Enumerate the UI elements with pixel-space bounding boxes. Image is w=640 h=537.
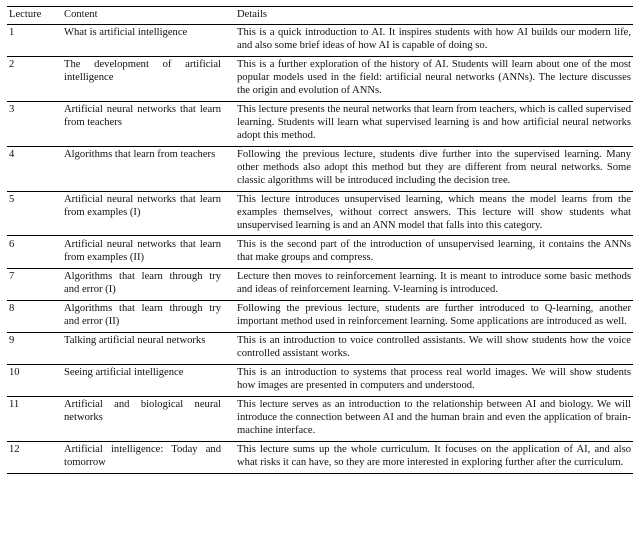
content-cell: Artificial and biological neural networks — [64, 399, 221, 424]
table-row — [7, 332, 633, 364]
table-row — [7, 300, 633, 332]
header-lecture: Lecture — [9, 9, 42, 20]
table-row — [7, 191, 633, 236]
header-row — [7, 7, 633, 25]
lecture-cell: 5 — [9, 194, 15, 206]
lecture-cell: 8 — [9, 303, 15, 315]
table-row — [7, 364, 633, 396]
details-cell: This lecture introduces unsupervised learning, which means the model learns from the examples themselves, without correct answers. This lecture will show students what unsupervised learning is and an ANN model that falls into this category. — [237, 194, 631, 231]
details-cell: This lecture serves as an introduction to the relationship between AI and biology. We will introduce the connection between AI and the human brain and even the application of brain-machine interface. — [237, 399, 631, 437]
content-cell: Artificial neural networks that learn from examples (I) — [64, 194, 221, 218]
lecture-cell: 10 — [9, 367, 20, 379]
header-content: Content — [64, 9, 98, 20]
content-cell: Artificial neural networks that learn from teachers — [64, 104, 221, 129]
content-cell: Algorithms that learn through try and error (II) — [64, 303, 221, 327]
lecture-cell: 3 — [9, 104, 15, 116]
table-header — [7, 7, 633, 25]
content-cell: Algorithms that learn from teachers — [64, 149, 216, 161]
lecture-cell: 4 — [9, 149, 15, 161]
header-details: Details — [237, 9, 268, 20]
table-row — [7, 24, 633, 56]
content-cell: Talking artificial neural networks — [64, 335, 206, 347]
details-cell: This is an introduction to voice controlled assistants. We will show students how the voice controlled assistant works. — [237, 335, 631, 360]
details-cell: Lecture then moves to reinforcement learning. It is meant to introduce some basic methods and ideas of reinforcement learning. V-learning is introduced. — [237, 271, 631, 295]
details-cell: Following the previous lecture, students are further introduced to Q-learning, another important method used in reinforcement learning. Some applications are introduced as well. — [237, 303, 631, 327]
table-body — [7, 24, 633, 473]
lecture-cell: 2 — [9, 59, 15, 71]
table-row — [7, 236, 633, 268]
details-cell: This is a quick introduction to AI. It inspires students with how AI builds our modern life, and also some brief ideas of how AI is capable of doing so. — [237, 27, 631, 52]
details-cell: This is the second part of the introduction of unsupervised learning, it contains the ANNs that make groups and compress. — [237, 238, 631, 263]
content-cell: Algorithms that learn through try and error (I) — [64, 271, 221, 295]
lecture-cell: 1 — [9, 27, 15, 39]
lecture-cell: 12 — [9, 444, 20, 456]
details-cell: This is an introduction to systems that process real world images. We will show students how images are presented in computers and understood. — [237, 367, 631, 392]
content-cell: What is artificial intelligence — [64, 27, 188, 39]
lecture-cell: 11 — [9, 399, 20, 411]
table-row — [7, 268, 633, 300]
lecture-cell: 9 — [9, 335, 15, 347]
lecture-cell: 7 — [9, 271, 15, 283]
details-cell: Following the previous lecture, students dive further into the supervised learning. Many other methods also adopt this method but they are different from neural networks. Some classic algorithms will be introduced including the decision tree. — [237, 149, 631, 186]
curriculum-table — [7, 6, 633, 474]
table-row — [7, 146, 633, 191]
lecture-cell: 6 — [9, 238, 15, 250]
content-cell: Artificial intelligence: Today and tomorrow — [64, 444, 221, 469]
table-row — [7, 56, 633, 101]
table-row — [7, 396, 633, 441]
content-cell: Artificial neural networks that learn from examples (II) — [64, 238, 221, 263]
content-cell: The development of artificial intelligence — [64, 59, 221, 84]
details-cell: This is a further exploration of the history of AI. Students will learn about one of the most popular models used in the field: artificial neural networks (ANNs). The lecture discusses the origin and evolution of ANNs. — [237, 59, 631, 96]
details-cell: This lecture presents the neural networks that learn from teachers, which is called supervised learning. Students will learn what supervised learning is and how artificial neural networks adopt this method. — [237, 104, 631, 141]
table-row — [7, 101, 633, 146]
details-cell: This lecture sums up the whole curriculum. It focuses on the application of AI, and also what risks it can have, so they are more interested in exploring further after the curriculum. — [237, 444, 631, 469]
content-cell: Seeing artificial intelligence — [64, 367, 184, 379]
table-row — [7, 441, 633, 473]
